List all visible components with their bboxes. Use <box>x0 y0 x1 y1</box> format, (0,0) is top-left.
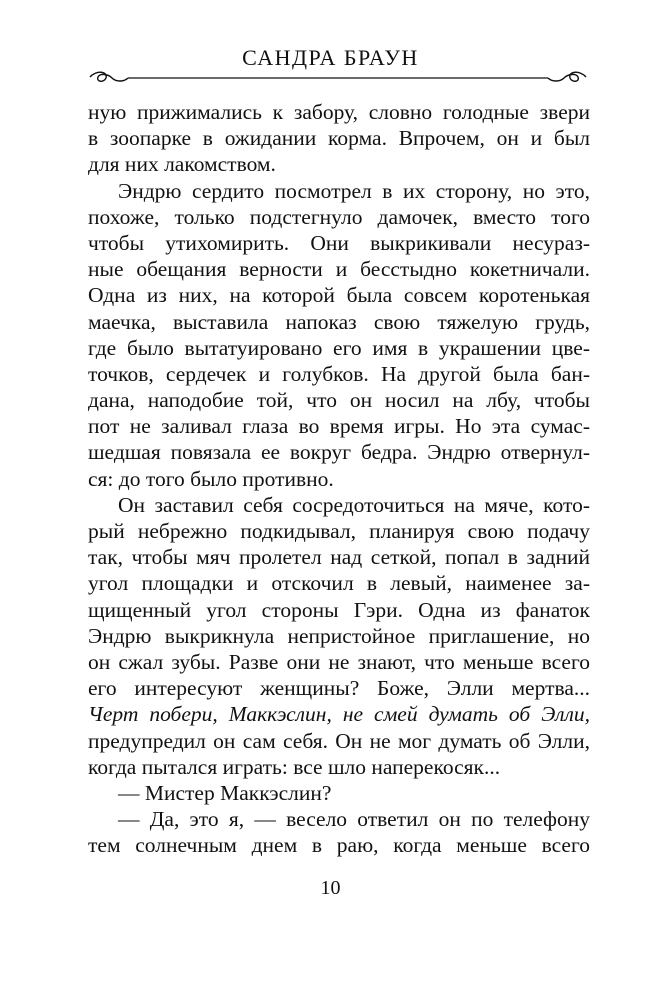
header-ornament-rule <box>88 68 588 90</box>
text-line: дана, наподобие той, что он носил на лбу, чтобы <box>88 388 590 413</box>
text-line: Эндрю выкрикнула непристойное приглашение, но <box>88 623 590 648</box>
right-flourish-icon <box>548 72 586 81</box>
text-line: щищенный угол стороны Гэри. Одна из фанаток <box>88 597 590 622</box>
text-line: — Да, это я, — весело ответил он по телефону <box>118 807 590 832</box>
text-line: ные обещания верности и бесстыдно кокетничали. <box>88 257 590 282</box>
text-line: рый небрежно подкидывал, планируя свою подачу <box>88 519 590 543</box>
page-number: 10 <box>320 877 341 899</box>
text-line: предупредил он сам себя. Он не мог думать об Элли, <box>88 728 590 753</box>
text-line: когда пытался играть: все шло наперекосяк... <box>88 754 501 779</box>
text-line: где было вытатуировано его имя в украшении цве- <box>88 335 590 360</box>
text-line: для них лакомством. <box>88 152 276 177</box>
text-line: шедшая повязала ее вокруг бедра. Эндрю отвернул- <box>88 440 590 465</box>
text-line: ную прижимались к забору, словно голодные звери <box>88 100 590 124</box>
text-line: Одна из них, на которой была совсем коротенькая <box>88 283 590 308</box>
text-line: тем солнечным днем в раю, когда меньше всего <box>88 833 590 858</box>
text-line: чтобы утихомирить. Они выкрикивали несураз- <box>88 230 590 255</box>
text-line: точков, сердечек и голубков. На другой была бан- <box>88 361 590 386</box>
text-line: Он заставил себя сосредоточиться на мяче, кото- <box>118 492 590 517</box>
text-line: — Мистер Маккэслин? <box>118 780 332 805</box>
text-line: он сжал зубы. Разве они не знают, что меньше всего <box>88 649 590 674</box>
text-line: пот не заливал глаза во время игры. Но эта сумас- <box>88 414 590 439</box>
text-line: похоже, только подстегнуло дамочек, вместо того <box>88 204 590 229</box>
running-header-title: САНДРА БРАУН <box>242 45 419 70</box>
body-text <box>88 99 590 858</box>
text-line: его интересуют женщины? Боже, Элли мертва... <box>88 676 590 701</box>
text-line: ся: до того было противно. <box>88 466 334 491</box>
text-line-italic: Черт побери, Маккэслин, не смей думать об Элли, <box>88 702 590 727</box>
text-line: Эндрю сердито посмотрел в их сторону, но это, <box>118 178 590 203</box>
text-line: в зоопарке в ожидании корма. Впрочем, он и был <box>88 126 590 151</box>
text-line: так, чтобы мяч пролетел над сеткой, попал в задний <box>88 545 590 570</box>
text-line: угол площадки и отскочил в левый, наименее за- <box>88 571 590 596</box>
text-line: маечка, выставила напоказ свою тяжелую грудь, <box>88 309 590 334</box>
left-flourish-icon <box>90 72 128 81</box>
